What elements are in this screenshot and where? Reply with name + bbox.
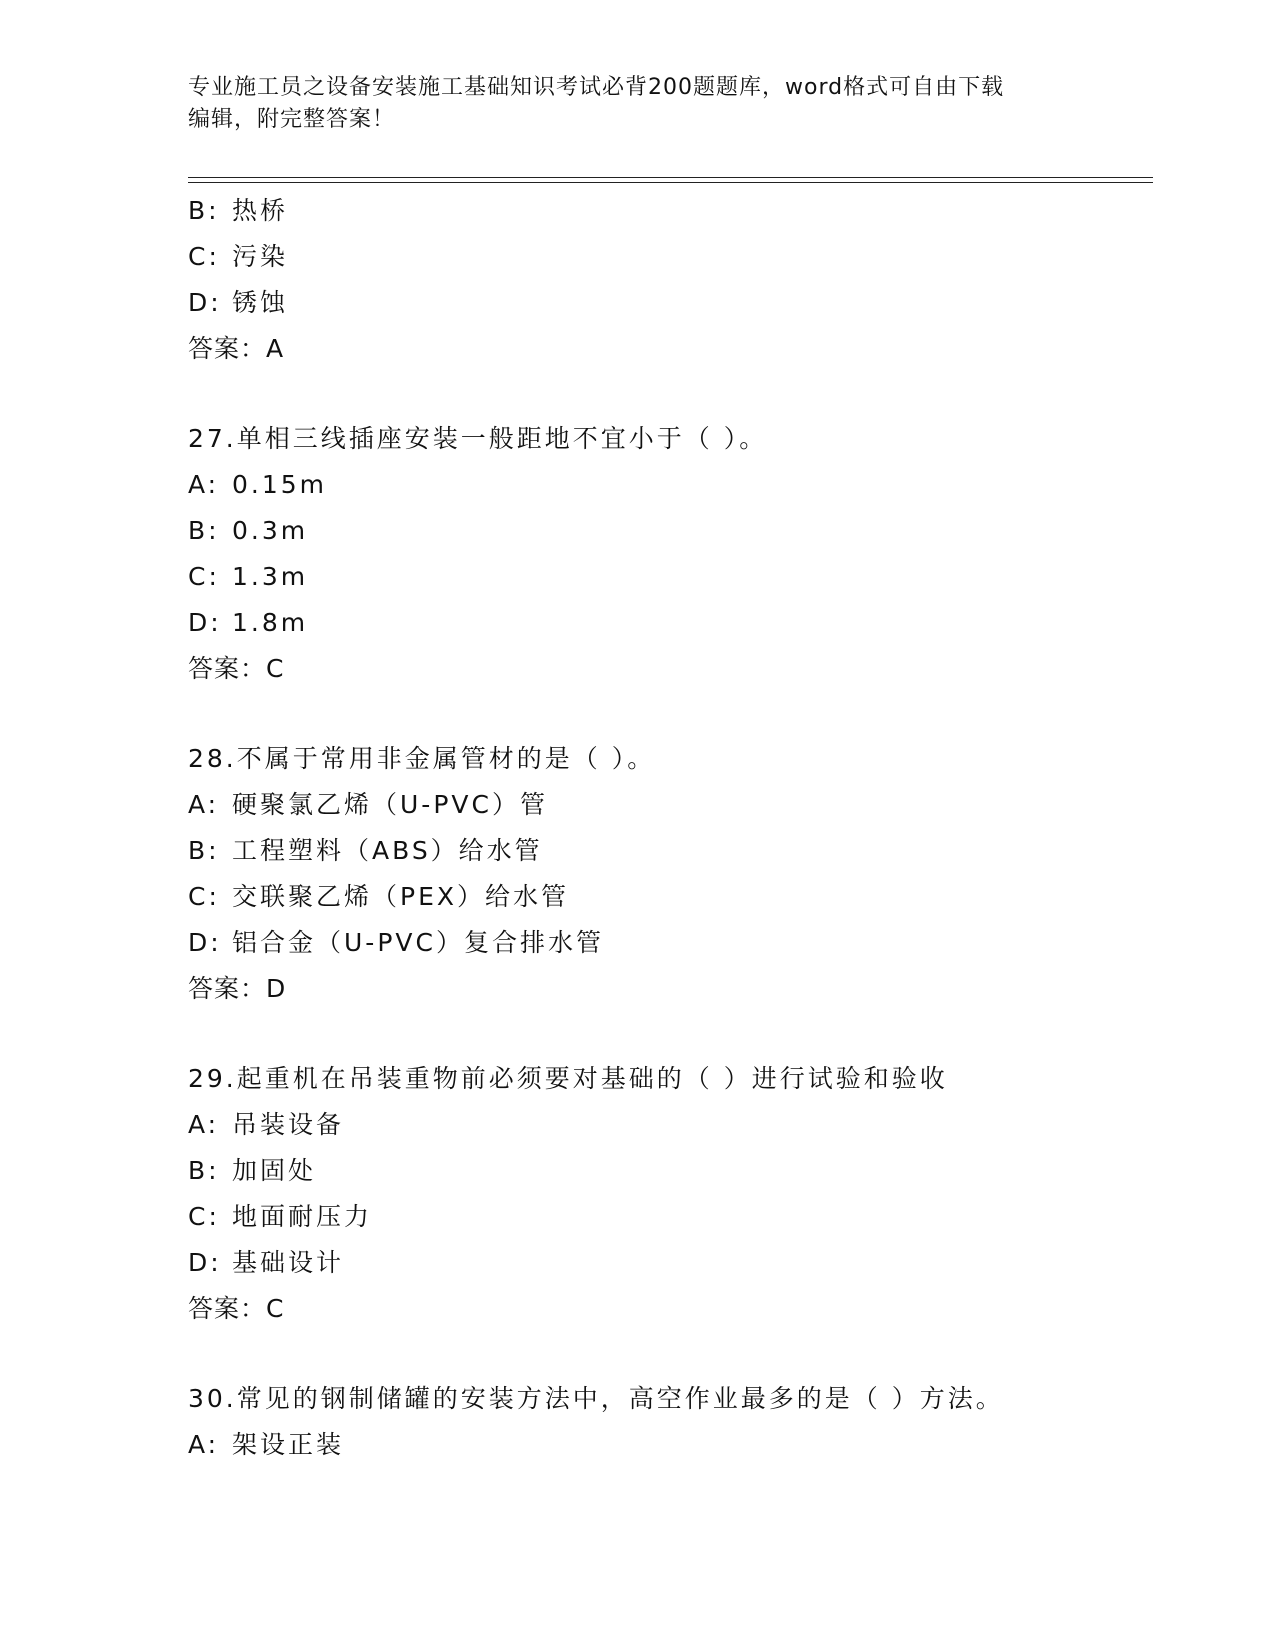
option-c (188, 874, 1148, 920)
option-prefix: D: (188, 928, 222, 957)
option-a (188, 782, 1148, 828)
question-27 (188, 416, 1148, 692)
option-prefix: A: (188, 1430, 220, 1459)
question-28 (188, 736, 1148, 1012)
question-stem: 30.常见的钢制储罐的安装方法中，高空作业最多的是（ ）方法。 (188, 1384, 1004, 1413)
option-prefix: D: (188, 288, 222, 317)
option-d (188, 600, 1148, 646)
option-text: 污染 (232, 242, 289, 271)
option-a (188, 462, 1148, 508)
spacer (188, 372, 1148, 416)
option-prefix: D: (188, 1248, 222, 1277)
option-a (188, 1422, 1148, 1468)
option-prefix: B: (188, 196, 220, 225)
option-d (188, 1240, 1148, 1286)
spacer (188, 1332, 1148, 1376)
option-b (188, 1148, 1148, 1194)
option-prefix: A: (188, 1110, 220, 1139)
header-divider-bottom (188, 182, 1153, 183)
option-prefix: B: (188, 1156, 220, 1185)
option-text: 地面耐压力 (232, 1202, 373, 1231)
option-d (188, 920, 1148, 966)
option-text: 基础设计 (232, 1248, 345, 1277)
option-prefix: B: (188, 516, 220, 545)
question-stem: 27.单相三线插座安装一般距地不宜小于（ ）。 (188, 424, 768, 453)
option-b (188, 188, 1148, 234)
question-29 (188, 1056, 1148, 1332)
option-text: 1.3m (232, 562, 309, 591)
question-stem: 29.起重机在吊装重物前必须要对基础的（ ）进行试验和验收 (188, 1064, 948, 1093)
question-list (188, 188, 1148, 1468)
answer-line: 答案：D (188, 974, 287, 1003)
option-prefix: A: (188, 790, 220, 819)
option-text: 1.8m (232, 608, 309, 637)
spacer (188, 1012, 1148, 1056)
answer-line: 答案：C (188, 654, 285, 683)
option-prefix: B: (188, 836, 220, 865)
question-26-continued (188, 188, 1148, 372)
header-title-line-1: 专业施工员之设备安装施工基础知识考试必背200题题库，word格式可自由下载 (188, 75, 1005, 100)
option-c (188, 1194, 1148, 1240)
question-30 (188, 1376, 1148, 1468)
answer-line: 答案：A (188, 334, 285, 363)
document-header (188, 72, 1088, 136)
option-prefix: D: (188, 608, 222, 637)
option-prefix: C: (188, 882, 220, 911)
option-prefix: A: (188, 470, 220, 499)
option-text: 交联聚乙烯（PEX）给水管 (232, 882, 569, 911)
option-text: 铝合金（U-PVC）复合排水管 (232, 928, 604, 957)
option-a (188, 1102, 1148, 1148)
question-stem: 28.不属于常用非金属管材的是（ ）。 (188, 744, 656, 773)
option-text: 0.3m (232, 516, 309, 545)
option-c (188, 234, 1148, 280)
option-c (188, 554, 1148, 600)
option-prefix: C: (188, 242, 220, 271)
answer-line: 答案：C (188, 1294, 285, 1323)
option-d (188, 280, 1148, 326)
header-title-line-2: 编辑，附完整答案！ (188, 107, 396, 132)
option-b (188, 828, 1148, 874)
option-text: 吊装设备 (232, 1110, 345, 1139)
option-text: 0.15m (232, 470, 328, 499)
option-prefix: C: (188, 562, 220, 591)
option-text: 硬聚氯乙烯（U-PVC）管 (232, 790, 548, 819)
option-text: 工程塑料（ABS）给水管 (232, 836, 543, 865)
spacer (188, 692, 1148, 736)
option-prefix: C: (188, 1202, 220, 1231)
option-text: 锈蚀 (232, 288, 289, 317)
option-text: 架设正装 (232, 1430, 345, 1459)
option-b (188, 508, 1148, 554)
option-text: 加固处 (232, 1156, 317, 1185)
header-divider-top (188, 177, 1153, 178)
option-text: 热桥 (232, 196, 289, 225)
